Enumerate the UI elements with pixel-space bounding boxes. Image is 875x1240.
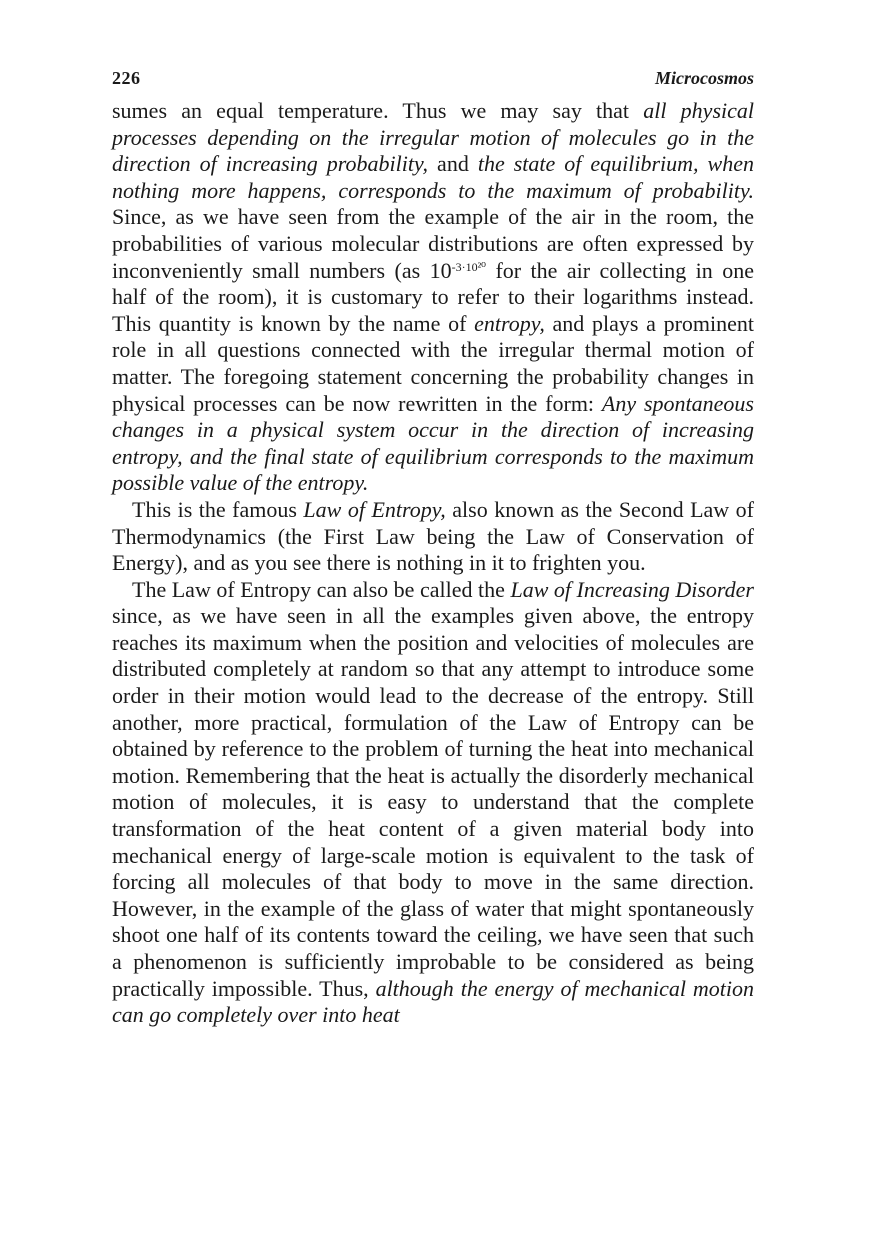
text-run: sumes an equal temperature. Thus we may say that xyxy=(112,98,644,123)
running-head: Microcosmos xyxy=(655,68,754,88)
text-run: for the air collecting in one half of the room), it is customary to refer to their logarithms instead. This quantity is known by the name of xyxy=(112,257,754,336)
text-run: This is the famous xyxy=(132,496,304,522)
italic-text: Law of Increasing Disorder xyxy=(510,576,754,602)
page-header xyxy=(112,58,754,98)
text-run: Since, as we have seen from the example of the air in the room, the probabilities of various molecular distributions are often expressed by inconveniently small numbers (as 10 xyxy=(112,204,754,283)
paragraph xyxy=(112,98,754,497)
text-run: The Law of Entropy can also be called the xyxy=(132,576,511,602)
italic-text: Any spontaneous changes in a physical system occur in the direction of increasing entropy, and the final state of equilibrium corresponds to the maximum possible value of the entropy. xyxy=(112,390,754,496)
body-text xyxy=(112,98,754,1029)
italic-text: the state of equilibrium, when nothing more happens, corresponds to the maximum of probability. xyxy=(112,151,754,203)
italic-text: entropy, xyxy=(474,310,545,336)
paragraph xyxy=(112,497,754,577)
book-page xyxy=(112,58,754,1029)
page-number: 226 xyxy=(112,68,141,88)
text-run: and xyxy=(428,151,478,177)
italic-text: all physical processes depending on the irregular motion of molecules go in the direction of increasing probability, xyxy=(112,98,754,177)
superscript-exponent: -3·10²⁰ xyxy=(451,259,486,274)
italic-text: although the energy of mechanical motion can go completely over into heat xyxy=(112,975,754,1028)
paragraph xyxy=(112,577,754,1029)
italic-text: Law of Entropy, xyxy=(303,496,446,522)
text-run: since, as we have seen in all the examples given above, the entropy reaches its maximum when the position and velocities of molecules are distributed completely at random so that any attempt to introduce some order in their motion would lead to the decrease of the entropy. Still another, more practical, formulation of the Law of Entropy can be obtained by reference to the problem of turning the heat into mechanical motion. Remembering that the heat is actually the disorderly mechanical motion of molecules, it is easy to understand that the complete transformation of the heat content of a given material body into mechanical energy of large-scale motion is equivalent to the task of forcing all molecules of that body to move in the same direction. However, in the example of the glass of water that might spontaneously shoot one half of its contents toward the ceiling, we have seen that such a phenomenon is sufficiently improbable to be considered as being practically impossible. Thus, xyxy=(112,603,754,1001)
text-run: also known as the Second Law of Thermodynamics (the First Law being the Law of Conservation of Energy), and as you see there is nothing in it to frighten you. xyxy=(112,496,754,576)
text-run: and plays a prominent role in all questions connected with the irregular thermal motion of matter. The foregoing statement concerning the probability changes in physical processes can be now rewritten in the form: xyxy=(112,310,754,416)
